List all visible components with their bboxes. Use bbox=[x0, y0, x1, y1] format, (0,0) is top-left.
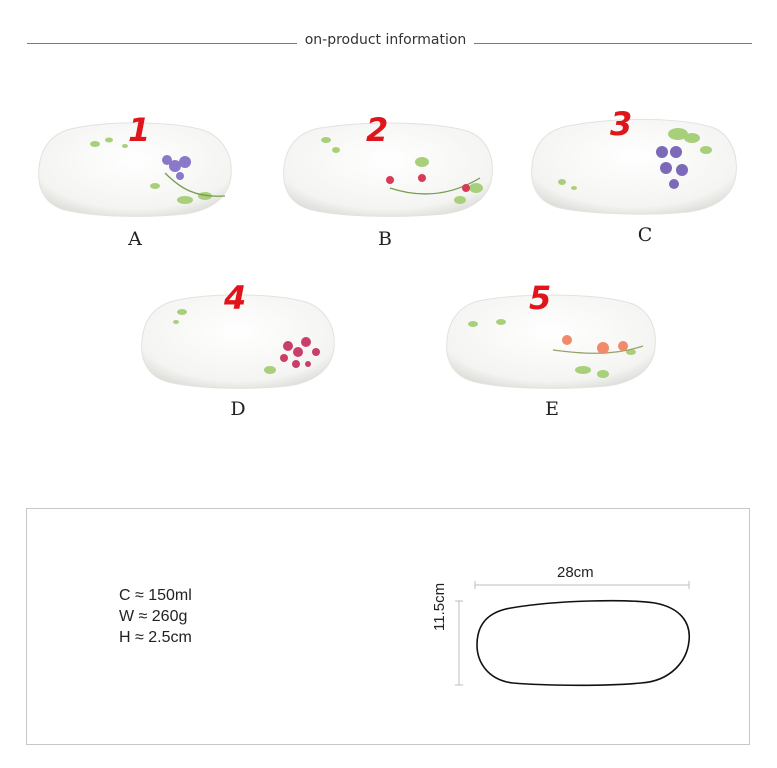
variant-number: 1 bbox=[128, 111, 151, 149]
plate-image bbox=[528, 112, 738, 217]
plate-variant-c bbox=[528, 105, 728, 246]
plate-variant-d bbox=[138, 279, 338, 420]
variant-number: 5 bbox=[529, 279, 552, 317]
weight-spec: W ≈ 260g bbox=[119, 608, 188, 625]
plate-variant-b bbox=[280, 111, 480, 250]
variant-letter: D bbox=[230, 398, 246, 420]
section-title: on-product information bbox=[304, 32, 467, 48]
header-rule-left bbox=[27, 43, 297, 44]
variant-number: 3 bbox=[610, 105, 633, 143]
depth-dimension-label: 11.5cm bbox=[431, 582, 448, 631]
height-spec: H ≈ 2.5cm bbox=[119, 629, 192, 646]
plate-variant-a bbox=[35, 111, 235, 250]
spec-list bbox=[119, 585, 192, 648]
plate-outline bbox=[477, 601, 689, 686]
variant-letter: C bbox=[637, 224, 653, 246]
variant-letter: A bbox=[128, 228, 142, 250]
variant-letter: B bbox=[378, 228, 392, 250]
width-dimension-label: 28cm bbox=[557, 564, 594, 581]
header-rule-right bbox=[474, 43, 752, 44]
capacity-spec: C ≈ 150ml bbox=[119, 587, 192, 604]
variant-number: 2 bbox=[366, 111, 389, 149]
section-header bbox=[0, 30, 777, 54]
plate-outline-diagram bbox=[447, 579, 697, 689]
specification-panel bbox=[26, 508, 750, 745]
variant-letter: E bbox=[545, 398, 559, 420]
variant-number: 4 bbox=[224, 279, 247, 317]
plate-variant-e bbox=[443, 279, 643, 420]
